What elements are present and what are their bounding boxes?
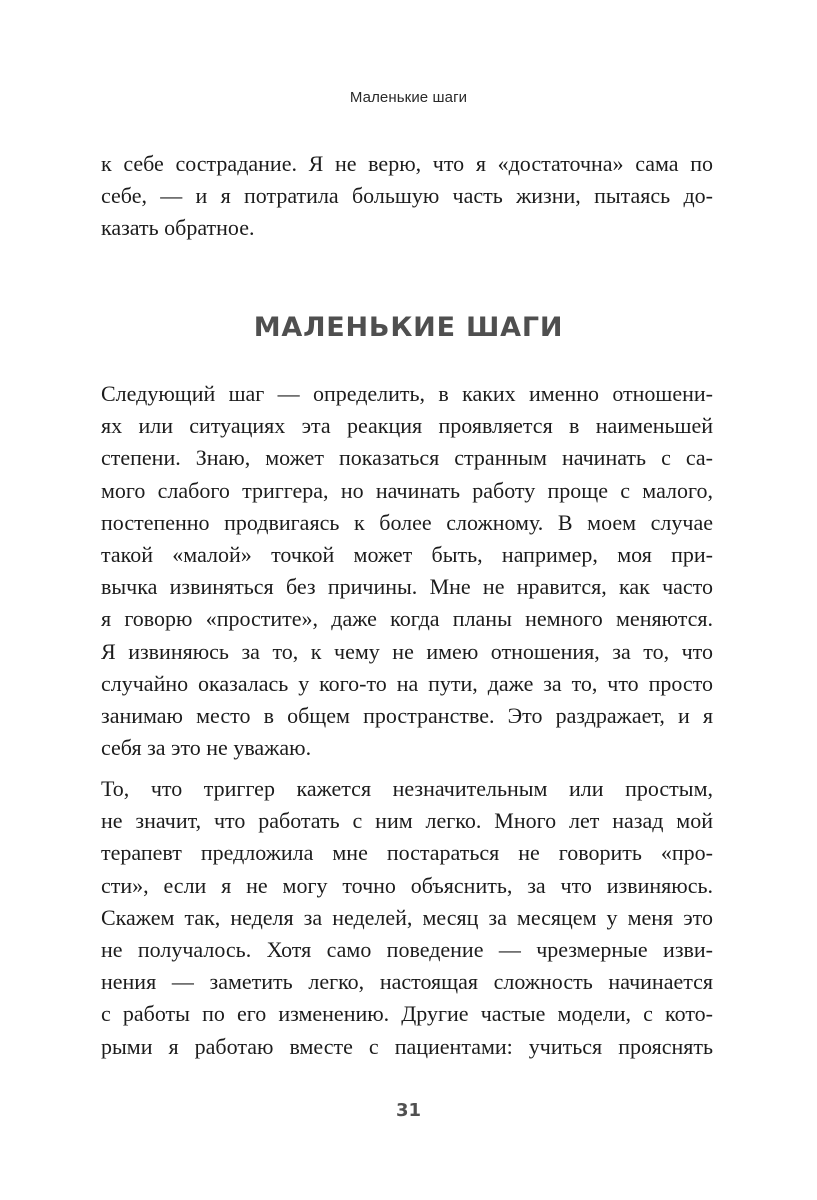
text-line: терапевт предложила мне постараться не говорить «про- (101, 840, 713, 866)
text-line: такой «малой» точкой может быть, например, моя при- (101, 542, 713, 568)
text-line: постепенно продвигаясь к более сложному. В моем случае (101, 509, 713, 535)
text-line: с работы по его изменению. Другие частые модели, с кото- (101, 1001, 713, 1027)
text-line: То, что триггер кажется незначительным или простым, (101, 776, 713, 801)
text-line: себя за это не уважаю. (101, 735, 312, 761)
text-line: вычка извиняться без причины. Мне не нравится, как часто (101, 574, 713, 600)
text-line: рыми я работаю вместе с пациентами: учиться прояснять (101, 1033, 713, 1059)
text-line: казать обратное. (101, 215, 255, 241)
paragraph (101, 773, 713, 1063)
text-line: Следующий шаг — определить, в каких именно отношени- (101, 381, 713, 406)
text-line: нения — заметить легко, настоящая сложность начинается (101, 969, 713, 995)
text-line: случайно оказалась у кого-то на пути, даже за то, что просто (101, 670, 713, 696)
text-line: Скажем так, неделя за неделей, месяц за месяцем у меня это (101, 904, 713, 930)
text-line: ях или ситуациях эта реакция проявляется в наименьшей (101, 413, 713, 439)
text-line: мого слабого триггера, но начинать работу проще с малого, (101, 477, 713, 503)
text-line: не получалось. Хотя само поведение — чрезмерные изви- (101, 937, 713, 963)
section-heading: МАЛЕНЬКИЕ ШАГИ (253, 312, 564, 343)
paragraph-continuation (101, 148, 713, 245)
page-number: 31 (395, 1100, 422, 1121)
text-line: себе, — и я потратила большую часть жизни, пытаясь до- (101, 183, 713, 209)
text-line: степени. Знаю, может показаться странным начинать с са- (101, 445, 713, 471)
running-header: Маленькие шаги (349, 89, 468, 106)
paragraph (101, 378, 713, 764)
text-line: я говорю «простите», даже когда планы немного меняются. (101, 606, 713, 632)
text-line: к себе сострадание. Я не верю, что я «достаточна» сама по (101, 151, 713, 176)
text-line: сти», если я не могу точно объяснить, за что извиняюсь. (101, 872, 713, 898)
text-line: занимаю место в общем пространстве. Это раздражает, и я (101, 703, 713, 729)
text-line: не значит, что работать с ним легко. Много лет назад мой (101, 808, 713, 834)
text-line: Я извиняюсь за то, к чему не имею отношения, за то, что (101, 638, 713, 664)
